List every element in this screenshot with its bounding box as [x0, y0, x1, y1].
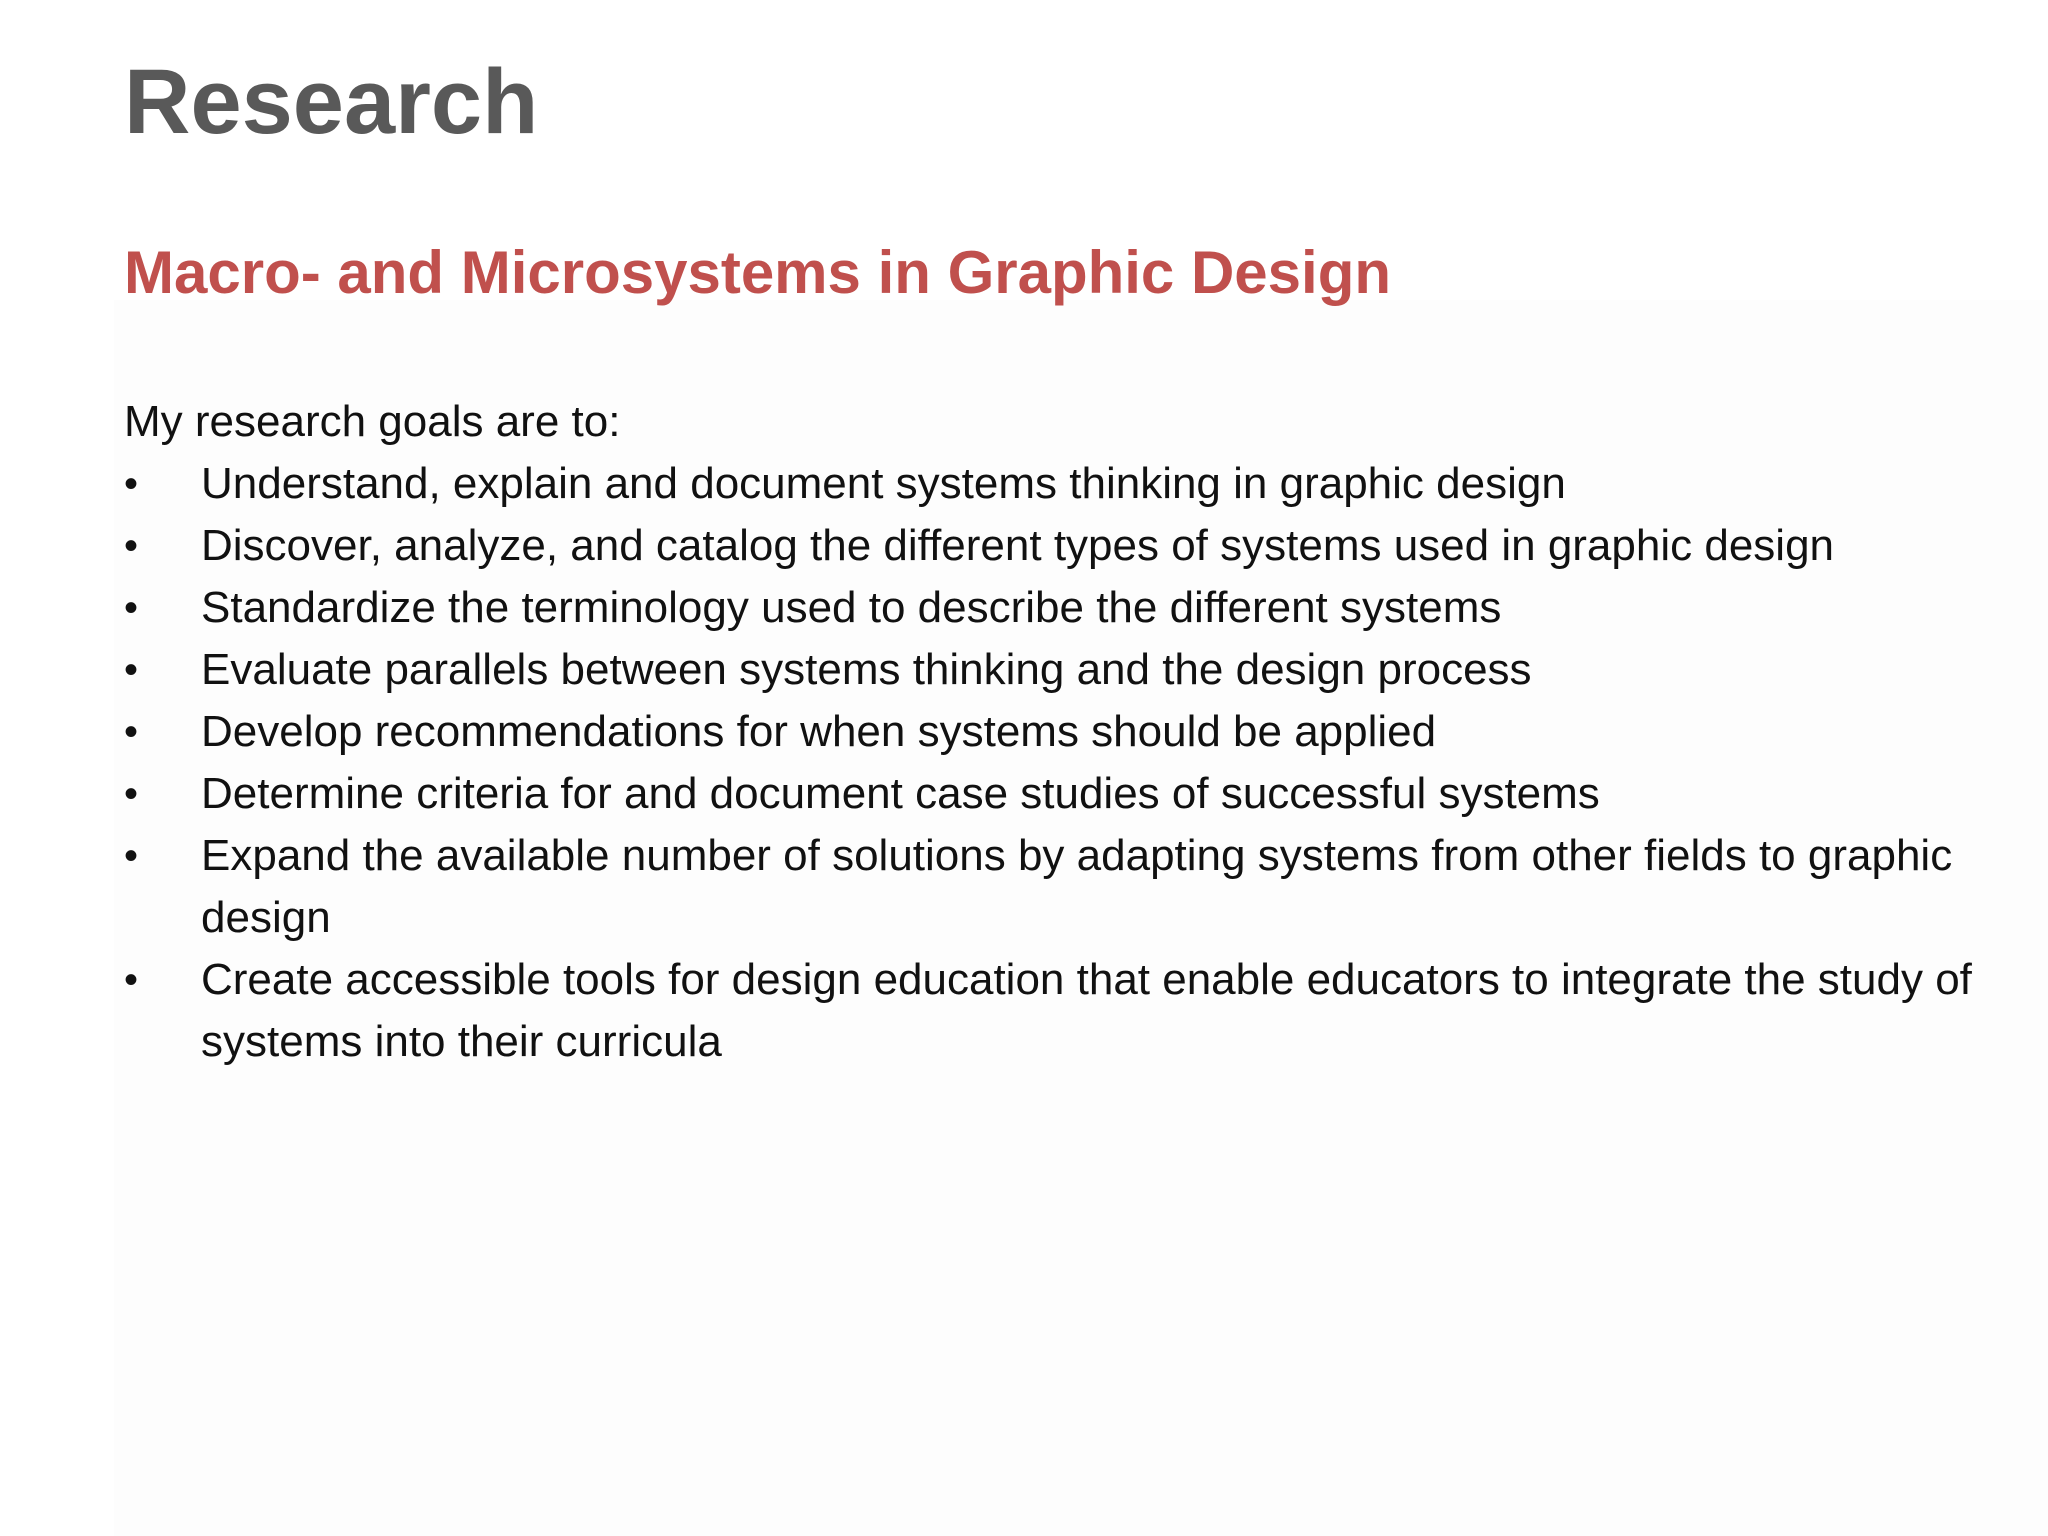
goal-text: Determine criteria for and document case studies of successful systems [201, 769, 1600, 818]
goal-item [124, 453, 2004, 515]
intro-text: My research goals are to: [124, 397, 621, 446]
goal-text: Expand the available number of solutions by adapting systems from other fields to graphic design [201, 831, 1953, 942]
goal-text: Discover, analyze, and catalog the different types of systems used in graphic design [201, 521, 1835, 570]
bullet-icon: • [124, 524, 139, 568]
goal-item [124, 701, 2004, 763]
bullet-icon: • [124, 710, 139, 754]
bullet-icon: • [124, 586, 139, 630]
bullet-icon: • [124, 462, 139, 506]
goal-text: Understand, explain and document systems thinking in graphic design [201, 459, 1566, 508]
goal-item [124, 949, 2004, 1073]
bullet-icon: • [124, 958, 139, 1002]
goal-text: Evaluate parallels between systems thinking and the design process [201, 645, 1532, 694]
goal-item [124, 639, 2004, 701]
goal-text: Develop recommendations for when systems should be applied [201, 707, 1437, 756]
goal-item [124, 577, 2004, 639]
slide-body [124, 391, 2004, 1073]
bullet-icon: • [124, 648, 139, 692]
bullet-icon: • [124, 772, 139, 816]
bullet-icon: • [124, 834, 139, 878]
goal-text: Create accessible tools for design education that enable educators to integrate the study of systems into their curricula [201, 955, 1972, 1066]
goal-item [124, 763, 2004, 825]
goals-list [124, 453, 2004, 1073]
slide-subtitle: Macro- and Microsystems in Graphic Design [124, 239, 1392, 306]
slide-title: Research [124, 51, 539, 153]
goal-item [124, 515, 2004, 577]
goal-text: Standardize the terminology used to describe the different systems [201, 583, 1502, 632]
goal-item [124, 825, 2004, 949]
